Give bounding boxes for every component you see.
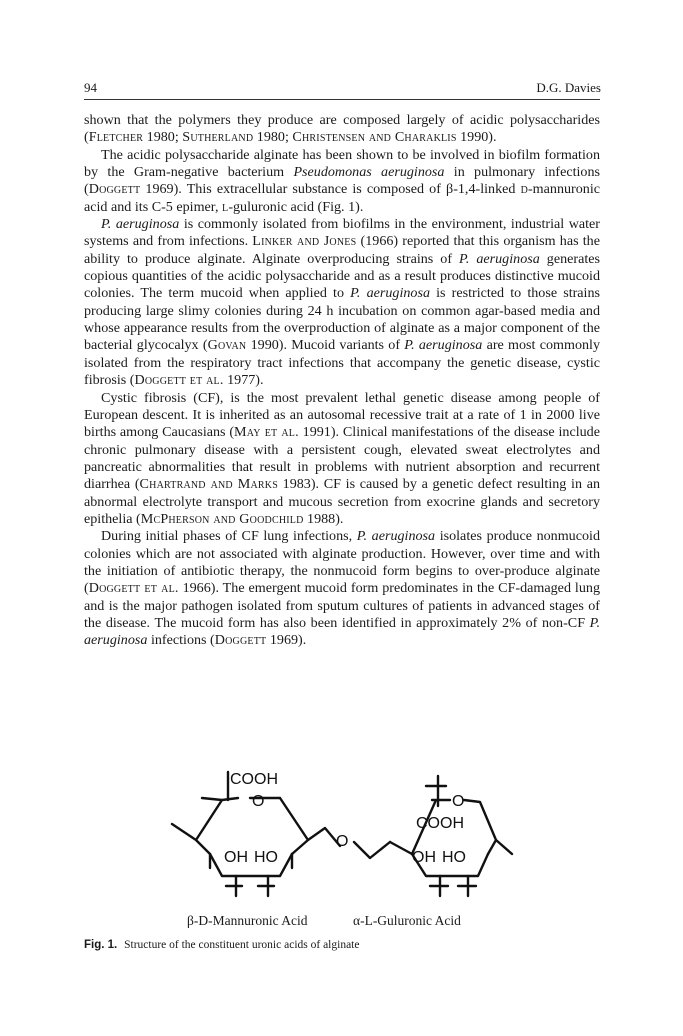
left-ring-bonds bbox=[196, 798, 340, 854]
figure-caption-label: Fig. 1. bbox=[84, 939, 118, 951]
text-run: During initial phases of CF lung infections, bbox=[101, 528, 357, 545]
bridge-bonds bbox=[354, 842, 390, 858]
citation-text: Doggett et al. bbox=[134, 372, 224, 389]
citation-text: Doggett et al. bbox=[88, 580, 179, 597]
o-ring-left-label: O bbox=[252, 793, 265, 810]
italic-text: P. aeruginosa bbox=[356, 528, 436, 545]
ho-right-label: HO bbox=[442, 849, 466, 866]
text-run: 1988). bbox=[303, 510, 344, 527]
figure-caption-text: Structure of the constituent uronic acids of alginate bbox=[124, 939, 360, 951]
text-run: 1990). Mucoid variants of bbox=[246, 337, 405, 354]
citation-text: Linker and Jones bbox=[252, 233, 357, 250]
text-run: -guluronic acid (Fig. 1). bbox=[228, 198, 364, 215]
ho-left-label: HO bbox=[254, 849, 278, 866]
citation-text: Govan bbox=[207, 337, 247, 354]
text-run: Cystic fibrosis (CF), is the most prevalent lethal genetic disease among people of European descent. It is inherited as an autosomal recessive trait at a rate of 1 in 2000 live births among Caucasians ( bbox=[84, 389, 600, 441]
text-run: shown that the polymers they produce are composed largely of acidic polysaccharides ( bbox=[84, 112, 600, 146]
paragraph bbox=[84, 390, 600, 529]
figure-right-name: α-L-Guluronic Acid bbox=[353, 913, 461, 928]
citation-text: Fletcher bbox=[88, 129, 144, 146]
italic-text: P. aeruginosa bbox=[101, 216, 180, 233]
text-run: The acidic polysaccharide alginate has been shown to be involved in biofilm formation by the Gram-negative bacterium bbox=[84, 146, 600, 181]
citation-text: Doggett bbox=[214, 632, 267, 649]
citation-text: l bbox=[222, 198, 229, 215]
page-number: 94 bbox=[84, 80, 97, 95]
oh-left-label: OH bbox=[224, 849, 248, 866]
text-run: 1983). CF is caused by a genetic defect resulting in an abnormal electrolyte transport and mucous secretion from exocrine glands and secretory epithelia ( bbox=[84, 476, 600, 527]
text-run: in pulmonary infections ( bbox=[84, 164, 601, 198]
text-run: 1980; bbox=[253, 129, 293, 146]
text-run: (1966) reported that this organism has the ability to produce alginate. Alginate overproducing strains of bbox=[84, 233, 600, 267]
citation-text: McPherson and Goodchild bbox=[140, 510, 304, 527]
citation-text: Sutherland bbox=[182, 129, 254, 146]
citation-text: May et al. bbox=[234, 424, 299, 441]
paragraph bbox=[84, 216, 600, 389]
body-text bbox=[84, 112, 600, 650]
italic-text: P. aeruginosa bbox=[350, 285, 431, 302]
paragraph bbox=[84, 147, 600, 216]
figure-caption bbox=[84, 939, 359, 951]
cooh-right-label: COOH bbox=[416, 815, 464, 832]
text-run: isolates produce nonmucoid colonies which are not associated with alginate production. However, over time and with the initiation of antibiotic therapy, the nonmucoid form begins to over-produce alginate ( bbox=[84, 528, 600, 597]
italic-text: P. aeruginosa bbox=[404, 337, 483, 354]
cooh-left-label: COOH bbox=[230, 771, 278, 788]
italic-text: P. aeruginosa bbox=[84, 614, 600, 649]
paragraph bbox=[84, 112, 600, 147]
figure-left-name: β-D-Mannuronic Acid bbox=[187, 913, 308, 928]
italic-text: P. aeruginosa bbox=[459, 250, 540, 267]
left-substituents bbox=[210, 772, 292, 896]
text-run: 1977). bbox=[223, 372, 264, 389]
oh-right-label: OH bbox=[412, 849, 436, 866]
citation-text: d bbox=[520, 181, 528, 198]
citation-text: Doggett bbox=[88, 181, 141, 198]
text-run: -mannuronic acid and its C-5 epimer, bbox=[84, 181, 600, 215]
text-run: are most commonly isolated from the respiratory tract infections that accompany the genetic disease, cystic fibrosis ( bbox=[84, 337, 601, 389]
citation-text: Christensen and Charaklis bbox=[292, 129, 457, 146]
text-run: is commonly isolated from biofilms in the environment, industrial water systems and from infections. bbox=[84, 216, 600, 250]
citation-text: Chartrand and Marks bbox=[139, 476, 278, 493]
alginate-structure-diagram bbox=[150, 758, 530, 918]
text-run: 1990). bbox=[456, 129, 497, 146]
text-run: generates copious quantities of the acidic polysaccharide and as a result produces distinctive mucoid colonies. The term mucoid when applied to bbox=[84, 250, 600, 302]
text-run: 1969). bbox=[266, 632, 307, 649]
text-run: 1966). The emergent mucoid form predominates in the CF-damaged lung and is the major pathogen isolated from sputum cultures of patients in advanced stages of the disease. The mucoid form has also been identified in approximately 2% of non-CF bbox=[84, 580, 600, 631]
text-run: 1980; bbox=[143, 129, 183, 146]
right-substituents bbox=[426, 776, 476, 896]
italic-text: Pseudomonas aeruginosa bbox=[293, 164, 445, 181]
text-run: infections ( bbox=[147, 632, 215, 649]
text-run: is restricted to those strains producing large slimy colonies during 24 h incubation on common agar-based media and whose appearance results from the overproduction of alginate as a major component of the bacterial glycocalyx ( bbox=[84, 285, 601, 354]
o-ring-right-label: O bbox=[452, 793, 465, 810]
paragraph bbox=[84, 528, 600, 649]
running-head: D.G. Davies bbox=[536, 80, 601, 95]
figure-1 bbox=[150, 758, 530, 918]
text-run: 1969). This extracellular substance is composed of β-1,4-linked bbox=[140, 181, 521, 198]
o-bridge-label: O bbox=[336, 833, 349, 850]
header-rule bbox=[84, 99, 600, 100]
text-run: 1991). Clinical manifestations of the disease include chronic pulmonary disease with a persistent cough, elevated sweat electrolytes and pancreatic abnormalities that result in problems with nutrient absorption and recurrent diarrhea ( bbox=[84, 424, 600, 493]
